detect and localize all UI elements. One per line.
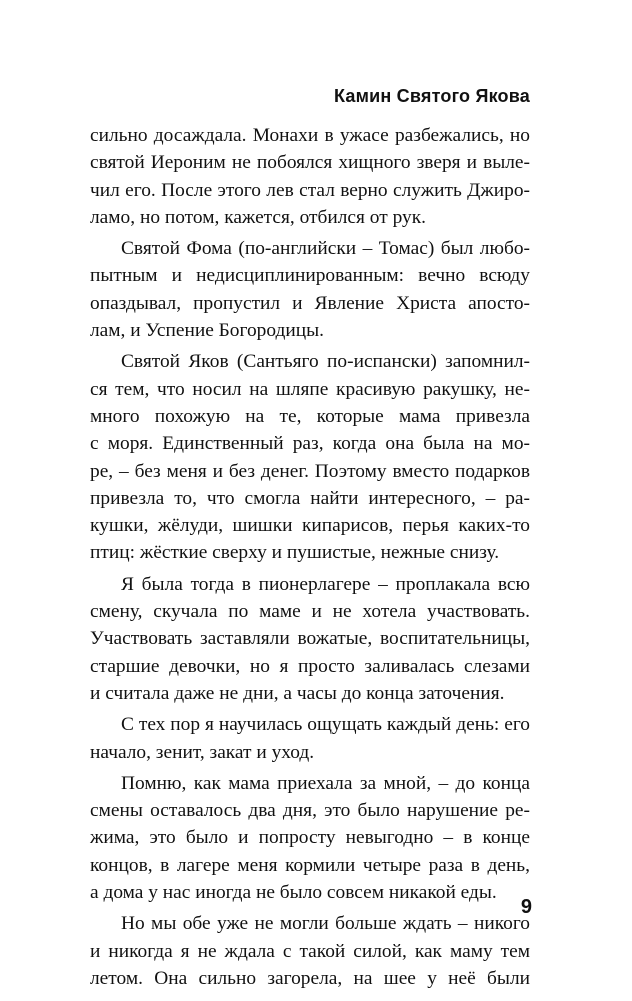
paragraph-7 bbox=[90, 910, 530, 992]
text-line: старшие девочки, но я просто заливалась слезами bbox=[90, 655, 530, 677]
text-line: а дома у нас иногда не было совсем никакой еды. bbox=[90, 882, 497, 904]
paragraph-4 bbox=[90, 571, 530, 707]
text-line: концов, в лагере меня кормили четыре раза в день, bbox=[90, 854, 530, 876]
body-text bbox=[90, 122, 530, 996]
text-line: птиц: жёсткие сверху и пушистые, нежные снизу. bbox=[90, 542, 500, 564]
text-line: Святой Фома (по-английски – Томас) был любо- bbox=[121, 238, 530, 260]
text-line: Я была тогда в пионерлагере – проплакала всю bbox=[121, 573, 530, 595]
running-head: Камин Святого Якова bbox=[334, 86, 530, 106]
text-line: опаздывал, пропустил и Явление Христа апосто- bbox=[90, 292, 530, 314]
text-line: Участвовать заставляли вожатые, воспитательницы, bbox=[90, 628, 530, 650]
text-line: и никогда я не ждала с такой силой, как маму тем bbox=[90, 940, 530, 962]
text-line: много похожую на те, которые мама привезла bbox=[90, 405, 530, 427]
text-line: летом. Она сильно загорела, на шее у неё были bbox=[90, 967, 530, 989]
text-line: пытным и недисциплинированным: вечно всюду bbox=[90, 265, 530, 287]
text-line: начало, зенит, закат и уход. bbox=[90, 741, 315, 763]
paragraph-1 bbox=[90, 122, 530, 231]
paragraph-2 bbox=[90, 235, 530, 344]
text-line: ся тем, что носил на шляпе красивую ракушку, не- bbox=[90, 378, 530, 400]
text-line: чил его. После этого лев стал верно служить Джиро- bbox=[90, 179, 530, 201]
paragraph-3 bbox=[90, 348, 530, 566]
page-number: 9 bbox=[520, 896, 532, 918]
text-line: и считала даже не дни, а часы до конца заточения. bbox=[90, 682, 505, 704]
text-line: лам, и Успение Богородицы. bbox=[90, 320, 324, 342]
text-line: жима, это было и попросту невыгодно – в конце bbox=[90, 827, 530, 849]
text-line: сильно досаждала. Монахи в ужасе разбежались, но bbox=[90, 125, 530, 146]
text-line: С тех пор я научилась ощущать каждый день: его bbox=[121, 714, 530, 736]
text-line: смену, скучала по маме и не хотела участвовать. bbox=[90, 601, 530, 623]
text-line: Но мы обе уже не могли больше ждать – никого bbox=[121, 913, 530, 935]
text-line: святой Иероним не побоялся хищного зверя и выле- bbox=[90, 152, 530, 174]
text-line: Помню, как мама приехала за мной, – до конца bbox=[121, 772, 530, 794]
paragraph-6 bbox=[90, 770, 530, 906]
text-line: привезла то, что смогла найти интересного, – ра- bbox=[90, 487, 530, 509]
text-line: ламо, но потом, кажется, отбился от рук. bbox=[90, 206, 426, 228]
text-line: Святой Яков (Сантьяго по-испански) запомнил- bbox=[121, 351, 530, 373]
text-line: смены оставалось два дня, это было нарушение ре- bbox=[90, 800, 530, 822]
text-line: с моря. Единственный раз, когда она была на мо- bbox=[90, 433, 530, 455]
text-line: кушки, жёлуди, шишки кипарисов, перья каких-то bbox=[90, 515, 530, 537]
text-line: ре, – без меня и без денег. Поэтому вместо подарков bbox=[90, 460, 530, 482]
paragraph-5 bbox=[90, 711, 530, 766]
